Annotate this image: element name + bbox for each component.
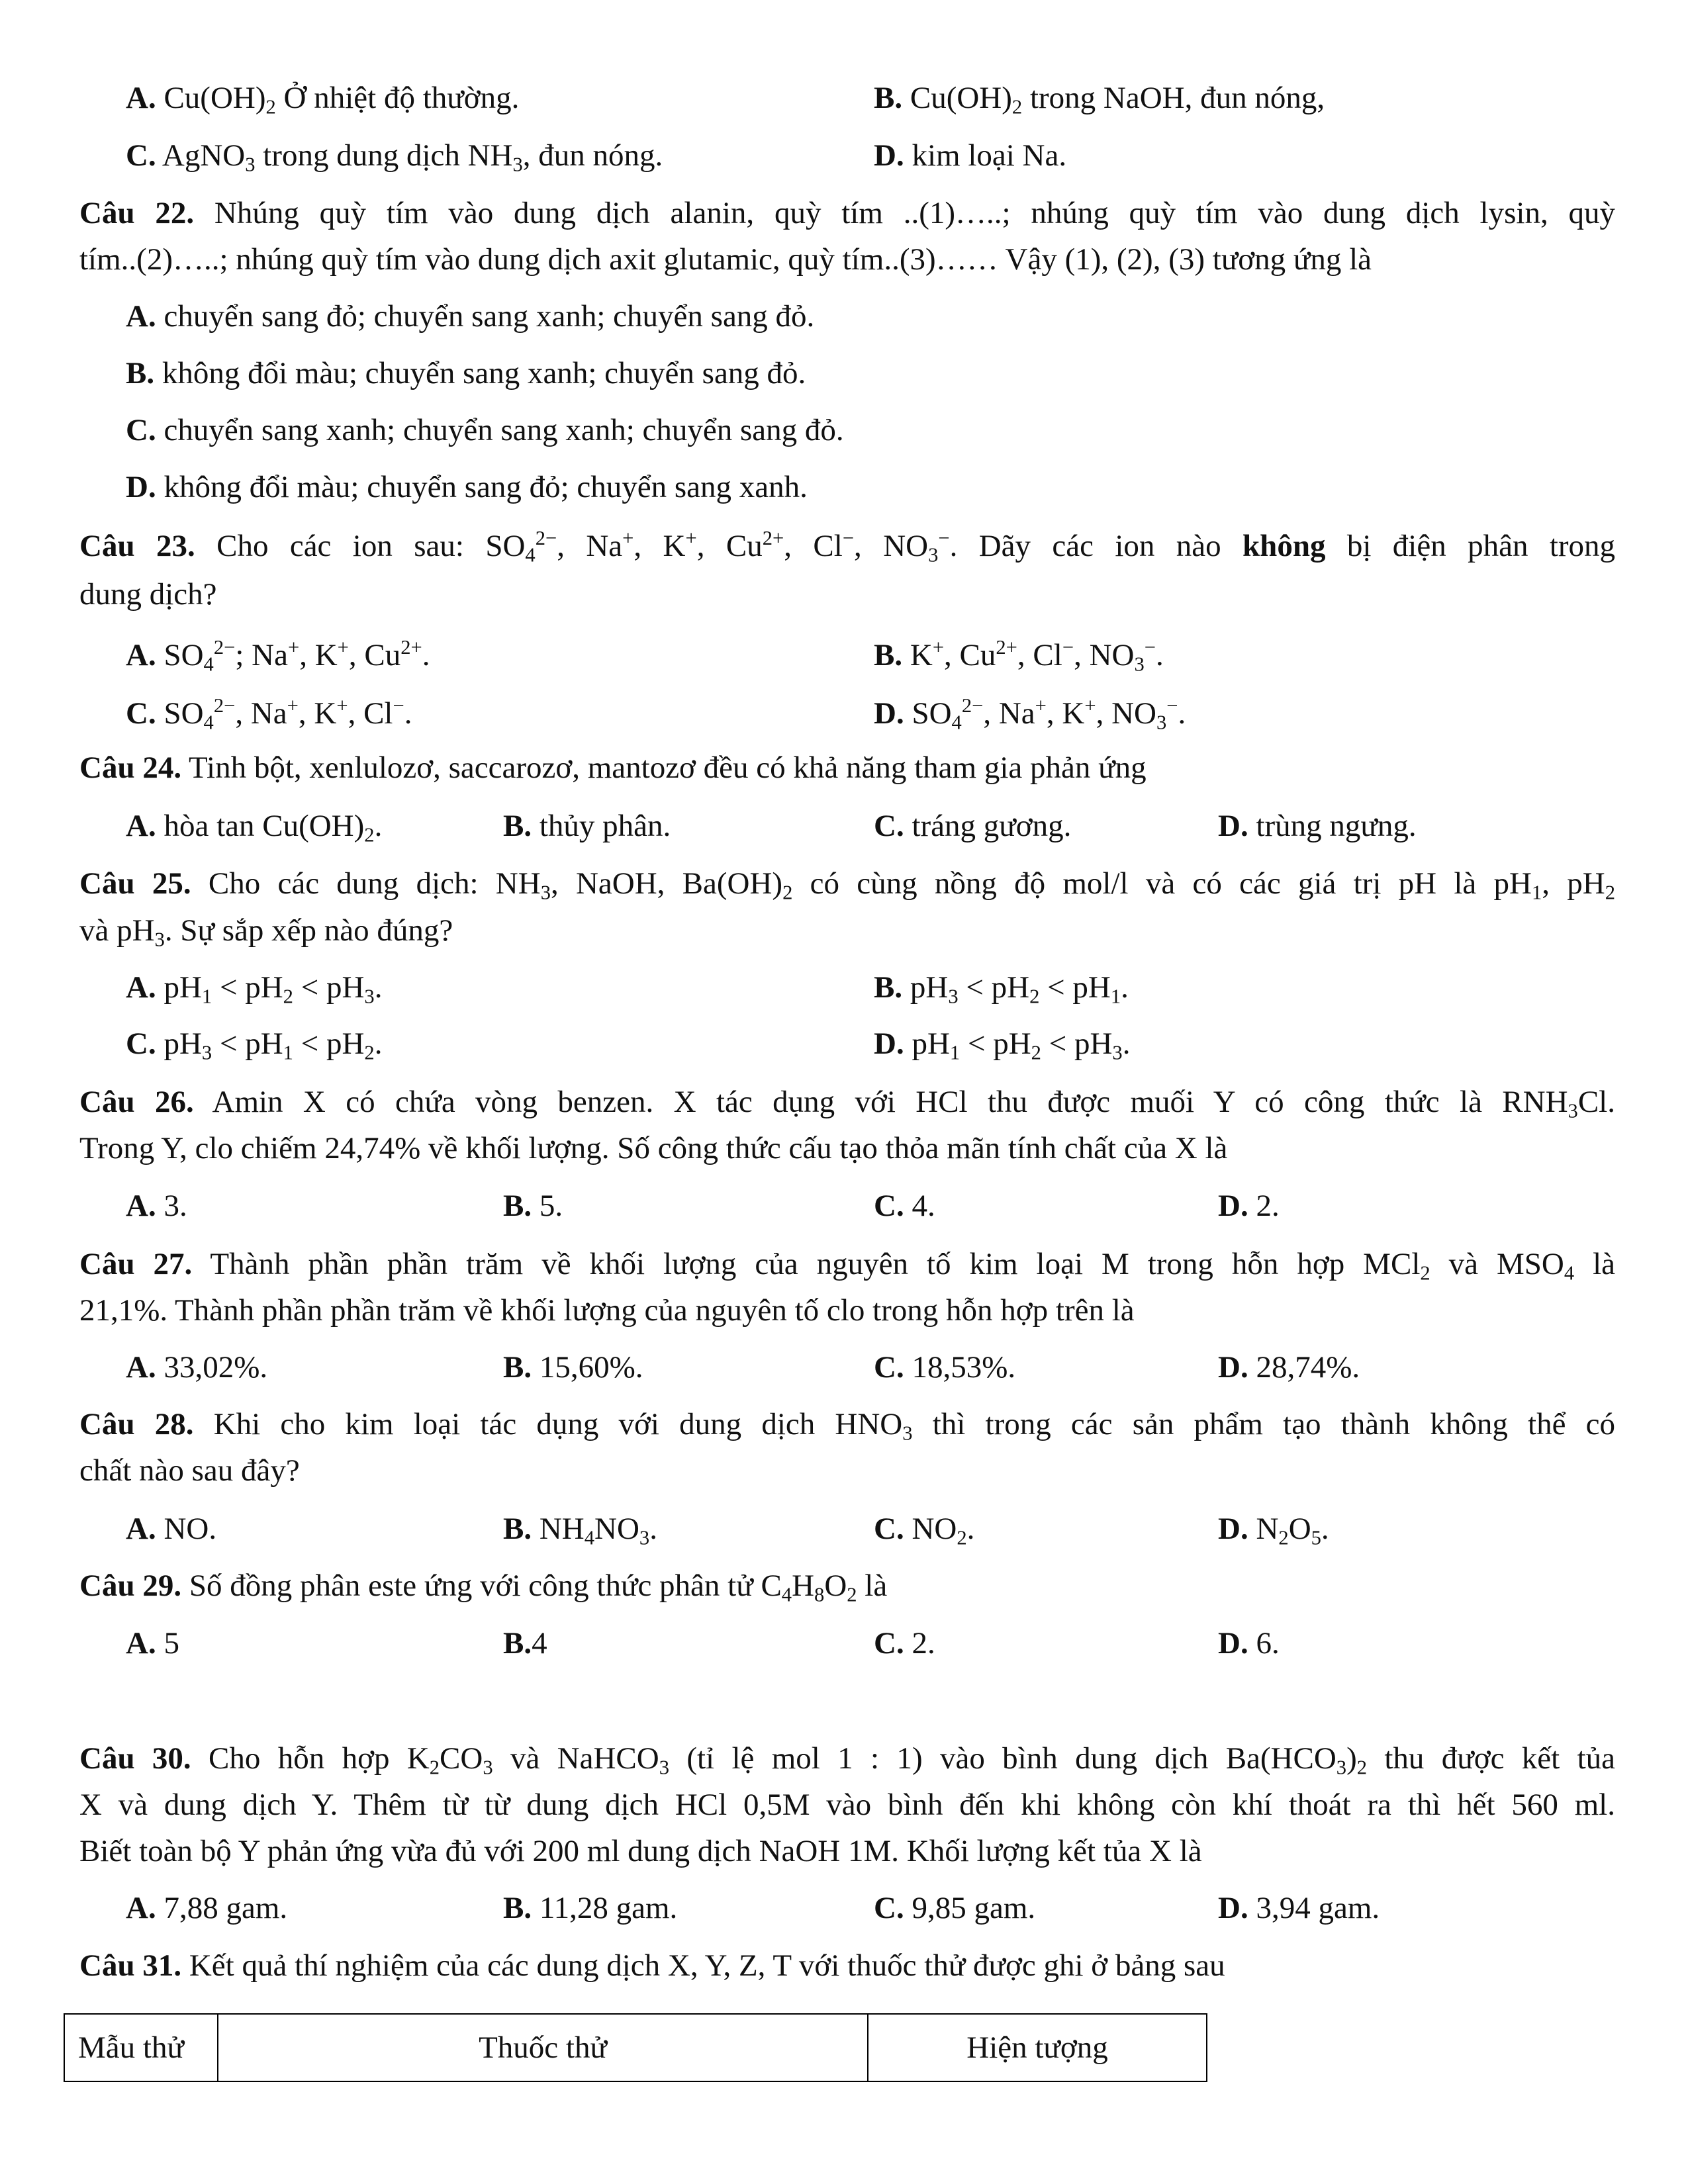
q27-option-b: B. 15,60%. (503, 1350, 643, 1385)
table-header-phenomenon: Hiện tượng (868, 2014, 1207, 2081)
q25-option-b: B. $pH_3 < pH_2 < pH_1$. (874, 970, 1129, 1008)
q27-option-d: D. 28,74%. (1218, 1350, 1360, 1385)
q29-option-b: B.4 (503, 1626, 547, 1661)
q22-option-a: A. chuyển sang đỏ; chuyển sang xanh; chuyển sang đỏ. (126, 299, 815, 334)
q26-option-b: B. 5. (503, 1189, 563, 1223)
q30-option-a: A. 7,88 gam. (126, 1891, 288, 1925)
q23-option-c: C. $SO_4^{2-}$, Na+, K+, Cl−. (126, 694, 412, 734)
q31-results-table (64, 2013, 1207, 2082)
q28-option-b: B. $NH_4NO_3$. (503, 1512, 657, 1549)
q31-stem: Câu 31. Kết quả thí nghiệm của các dung dịch X, Y, Z, T với thuốc thử được ghi ở bảng sau (79, 1948, 1225, 1983)
q27-option-a: A. 33,02%. (126, 1350, 268, 1385)
q25-option-c: C. $pH_3 < pH_1 < pH_2$. (126, 1026, 383, 1064)
q30-option-b: B. 11,28 gam. (503, 1891, 678, 1925)
q25-stem-line1: Câu 25. Cho các dung dịch: $NH_3$, NaOH, $Ba(OH)_2$ có cùng nồng độ mol/l và có các giá trị pH là $pH_1$, $pH_2$ (79, 866, 1615, 904)
q29-option-d: D. 6. (1218, 1626, 1280, 1661)
q22-option-b: B. không đổi màu; chuyển sang xanh; chuyển sang đỏ. (126, 356, 806, 390)
q21-option-b: B. $Cu(OH)_2$ trong NaOH, đun nóng, (874, 81, 1325, 118)
q28-option-a: A. NO. (126, 1512, 217, 1546)
q23-stem-line2: dung dịch? (79, 577, 217, 612)
q29-option-a: A. 5 (126, 1626, 179, 1661)
q23-stem-line1: Câu 23. Cho các ion sau: $SO_4^{2-}$, Na+, K+, $Cu^{2+}$, Cl−, $NO_3^-$. Dãy các ion nào không bị điện phân trong (79, 527, 1616, 567)
q24-option-d: D. trùng ngưng. (1218, 809, 1417, 843)
q27-stem-line1: Câu 27. Thành phần phần trăm về khối lượng của nguyên tố kim loại M trong hỗn hợp MCl$_2$ và $MSO_4$ là (79, 1247, 1615, 1285)
q22-stem-line2: tím..(2)…..; nhúng quỳ tím vào dung dịch axit glutamic, quỳ tím..(3)…… Vậy (1), (2), (3) tương ứng là (79, 242, 1372, 277)
q26-stem-line1: Câu 26. Amin X có chứa vòng benzen. X tác dụng với HCl thu được muối Y có công thức là $RNH_3Cl$. (79, 1085, 1615, 1122)
q29-stem: Câu 29. Số đồng phân este ứng với công thức phân tử $C_4H_8O_2$ là (79, 1569, 888, 1606)
q25-option-a: A. $pH_1 < pH_2 < pH_3$. (126, 970, 383, 1008)
q30-option-c: C. 9,85 gam. (874, 1891, 1036, 1925)
q25-option-d: D. $pH_1 < pH_2 < pH_3$. (874, 1026, 1131, 1064)
q24-stem: Câu 24. Tinh bột, xenlulozơ, saccarozơ, mantozơ đều có khả năng tham gia phản ứng (79, 751, 1147, 785)
q26-option-c: C. 4. (874, 1189, 935, 1223)
table-header-reagent: Thuốc thử (218, 2014, 868, 2081)
q27-option-c: C. 18,53%. (874, 1350, 1016, 1385)
q24-option-b: B. thủy phân. (503, 809, 671, 843)
q30-option-d: D. 3,94 gam. (1218, 1891, 1380, 1925)
q28-option-d: D. $N_2O_5$. (1218, 1512, 1329, 1549)
q23-option-d: D. $SO_4^{2-}$, Na+, K+, $NO_3^-$. (874, 694, 1186, 734)
q23-option-a: A. $SO_4^{2-}$; Na+, K+, $Cu^{2+}$. (126, 636, 430, 676)
q23-option-b: B. K+, $Cu^{2+}$, Cl−, $NO_3^-$. (874, 636, 1164, 676)
q22-option-c: C. chuyển sang xanh; chuyển sang xanh; chuyển sang đỏ. (126, 413, 844, 447)
q30-stem-line2: X và dung dịch Y. Thêm từ từ dung dịch HCl 0,5M vào bình đến khi không còn khí thoát ra thì hết 560 ml. (79, 1788, 1615, 1822)
q28-stem-line2: chất nào sau đây? (79, 1453, 300, 1488)
q25-stem-line2: và $pH_3$. Sự sắp xếp nào đúng? (79, 913, 453, 951)
table-header-row (64, 2014, 1207, 2081)
q24-option-c: C. tráng gương. (874, 809, 1072, 843)
q26-stem-line2: Trong Y, clo chiếm 24,74% về khối lượng. Số công thức cấu tạo thỏa mãn tính chất của X là (79, 1131, 1228, 1165)
q26-option-a: A. 3. (126, 1189, 187, 1223)
q26-option-d: D. 2. (1218, 1189, 1280, 1223)
q28-stem-line1: Câu 28. Khi cho kim loại tác dụng với dung dịch $HNO_3$ thì trong các sản phẩm tạo thành không thể có (79, 1407, 1615, 1445)
q22-stem-line1: Câu 22. Nhúng quỳ tím vào dung dịch alanin, quỳ tím ..(1)…..; nhúng quỳ tím vào dung dịch lysin, quỳ (79, 196, 1615, 230)
q30-stem-line1: Câu 30. Cho hỗn hợp $K_2CO_3$ và NaHCO$_3$ (tỉ lệ mol 1 : 1) vào bình dung dịch $Ba(HCO_3)_2$ thu được kết tủa (79, 1741, 1615, 1779)
q22-option-d: D. không đổi màu; chuyển sang đỏ; chuyển sang xanh. (126, 470, 808, 504)
q21-option-a: A. $Cu(OH)_2$ Ở nhiệt độ thường. (126, 81, 520, 118)
q21-option-c: C. AgNO$_3$ trong dung dịch $NH_3$, đun nóng. (126, 138, 663, 176)
q28-option-c: C. $NO_2$. (874, 1512, 975, 1549)
table-header-sample: Mẫu thử (64, 2014, 218, 2081)
q24-option-a: A. hòa $\tan Cu(OH)_2$. (126, 809, 383, 846)
q29-option-c: C. 2. (874, 1626, 935, 1661)
q21-option-d: D. kim loại Na. (874, 138, 1067, 173)
q27-stem-line2: 21,1%. Thành phần phần trăm về khối lượng của nguyên tố clo trong hỗn hợp trên là (79, 1293, 1135, 1328)
q30-stem-line3: Biết toàn bộ Y phản ứng vừa đủ với 200 ml dung dịch NaOH 1M. Khối lượng kết tủa X là (79, 1834, 1202, 1868)
